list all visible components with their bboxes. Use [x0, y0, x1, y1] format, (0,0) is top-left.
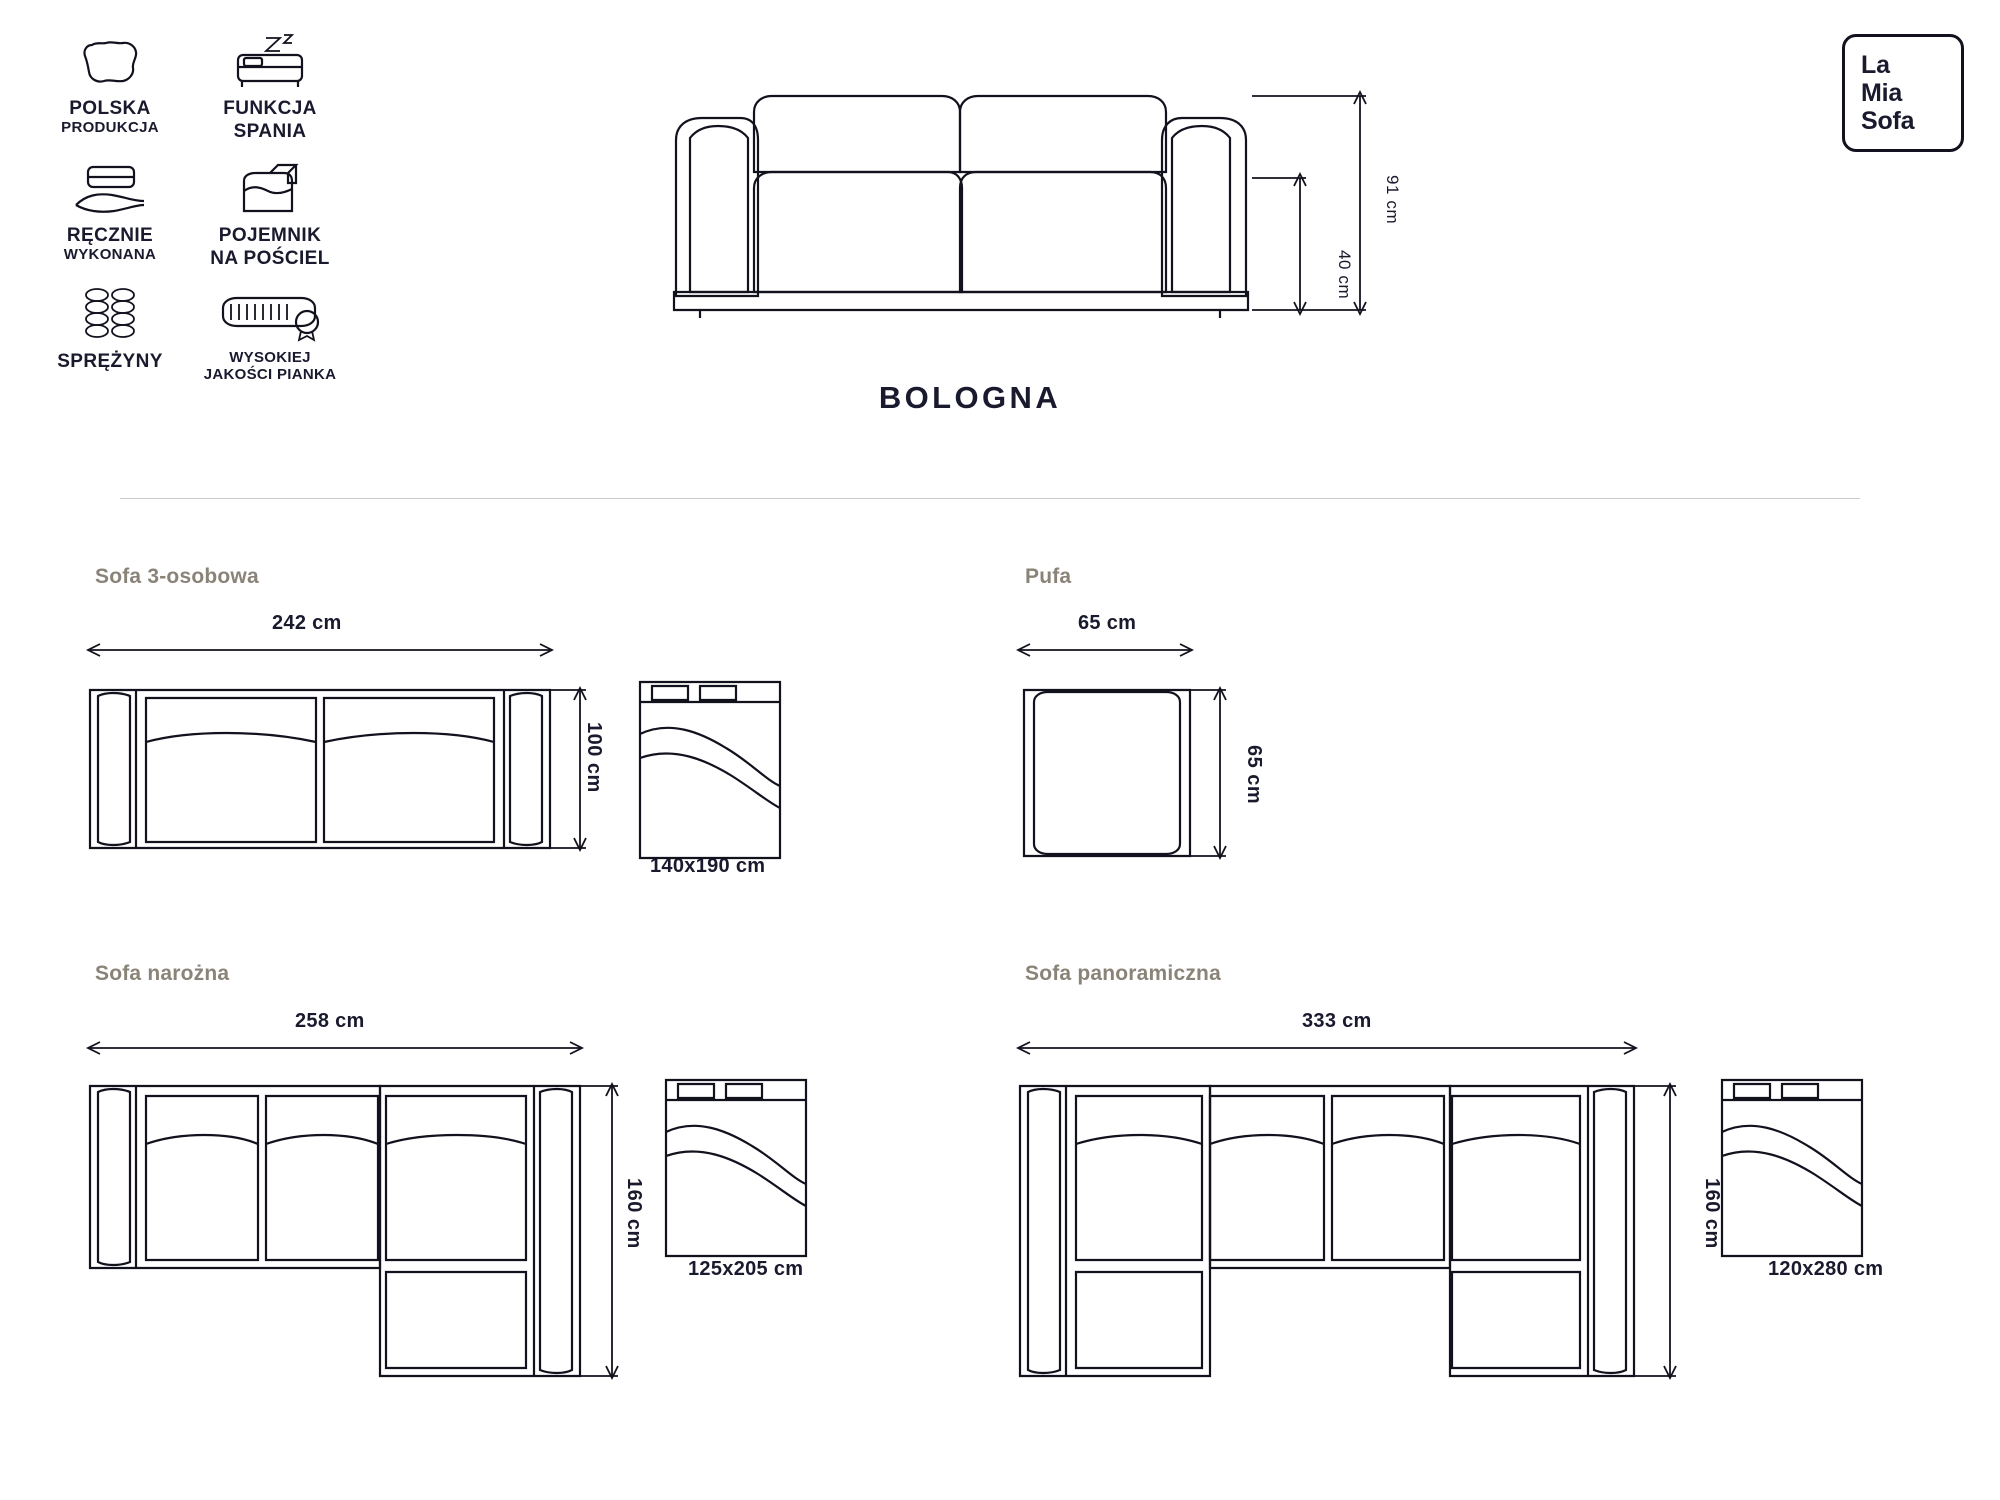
feature-pojemnik-na-posciel — [190, 157, 350, 270]
section-title: Sofa 3-osobowa — [95, 565, 259, 588]
section-sofa-3-osobowa — [95, 565, 259, 589]
feature-title: FUNKCJA — [223, 98, 317, 119]
logo-line-1: La — [1861, 51, 1890, 79]
feature-subtitle: WYKONANA — [63, 245, 157, 263]
feature-subtitle: PRODUKCJA — [61, 119, 159, 137]
sofa-narozna-depth-label: 160 cm — [623, 1178, 645, 1249]
hero-seat-height-label: 40 cm — [1335, 250, 1354, 300]
feature-subtitle: JAKOŚCI PIANKA — [203, 366, 337, 384]
feature-title: POJEMNIK — [218, 224, 322, 246]
brand-logo — [1842, 34, 1964, 152]
feature-subtitle: NA POŚCIEL — [210, 247, 330, 269]
feature-row — [30, 283, 360, 384]
model-name: BOLOGNA — [878, 380, 1062, 415]
pufa-top-view — [1010, 630, 1330, 870]
feature-title: RĘCZNIE — [66, 224, 154, 246]
high-quality-foam-icon — [215, 283, 325, 349]
feature-sprezyny — [30, 283, 190, 372]
section-sofa-narozna — [95, 962, 229, 986]
feature-title: POLSKA — [69, 98, 151, 119]
feature-row — [30, 30, 360, 143]
hero-sofa-front-view — [660, 60, 1280, 300]
pufa-width-label: 65 cm — [1078, 612, 1137, 634]
sofa-3-width-label: 242 cm — [272, 612, 342, 634]
sofa-3-top-view — [80, 630, 720, 870]
logo-line-3: Sofa — [1861, 107, 1915, 135]
sofa-narozna-bed-label: 125x205 cm — [688, 1258, 804, 1280]
feature-wysokiej-jakosci-pianka — [190, 283, 350, 384]
sofa-3-bed-label: 140x190 cm — [650, 855, 766, 877]
sofa-panoramiczna-depth-label: 160 cm — [1701, 1178, 1723, 1249]
hero-height-total-label: 91 cm — [1383, 175, 1402, 225]
poland-map-icon — [79, 30, 141, 96]
logo-line-2: Mia — [1861, 79, 1903, 107]
feature-title: SPRĘŻYNY — [57, 351, 163, 373]
springs-icon — [77, 283, 143, 349]
sofa-narozna-width-label: 258 cm — [295, 1010, 365, 1032]
divider — [120, 498, 1860, 499]
sofa-panoramiczna-bed-label: 120x280 cm — [1768, 1258, 1884, 1280]
feature-funkcja-spania — [190, 30, 350, 143]
sofa-panoramiczna-top-view — [1010, 1028, 1960, 1418]
feature-list — [30, 30, 360, 398]
section-sofa-panoramiczna — [1025, 962, 1221, 986]
feature-recznie-wykonana — [30, 157, 190, 264]
pufa-depth-label: 65 cm — [1243, 745, 1265, 805]
bedding-container-icon — [234, 157, 306, 223]
section-title: Sofa panoramiczna — [1025, 962, 1221, 985]
section-title: Pufa — [1025, 565, 1072, 588]
section-title: Sofa narożna — [95, 962, 230, 985]
feature-row — [30, 157, 360, 270]
handmade-icon — [72, 157, 148, 223]
sofa-narozna-top-view — [80, 1028, 740, 1418]
feature-title: WYSOKIEJ — [229, 349, 311, 367]
sleep-function-icon — [232, 30, 308, 96]
sofa-panoramiczna-width-label: 333 cm — [1302, 1010, 1372, 1032]
feature-subtitle: SPANIA — [233, 121, 307, 143]
sofa-3-depth-label: 100 cm — [583, 722, 605, 793]
feature-polska-produkcja — [30, 30, 190, 137]
section-pufa — [1025, 565, 1071, 589]
